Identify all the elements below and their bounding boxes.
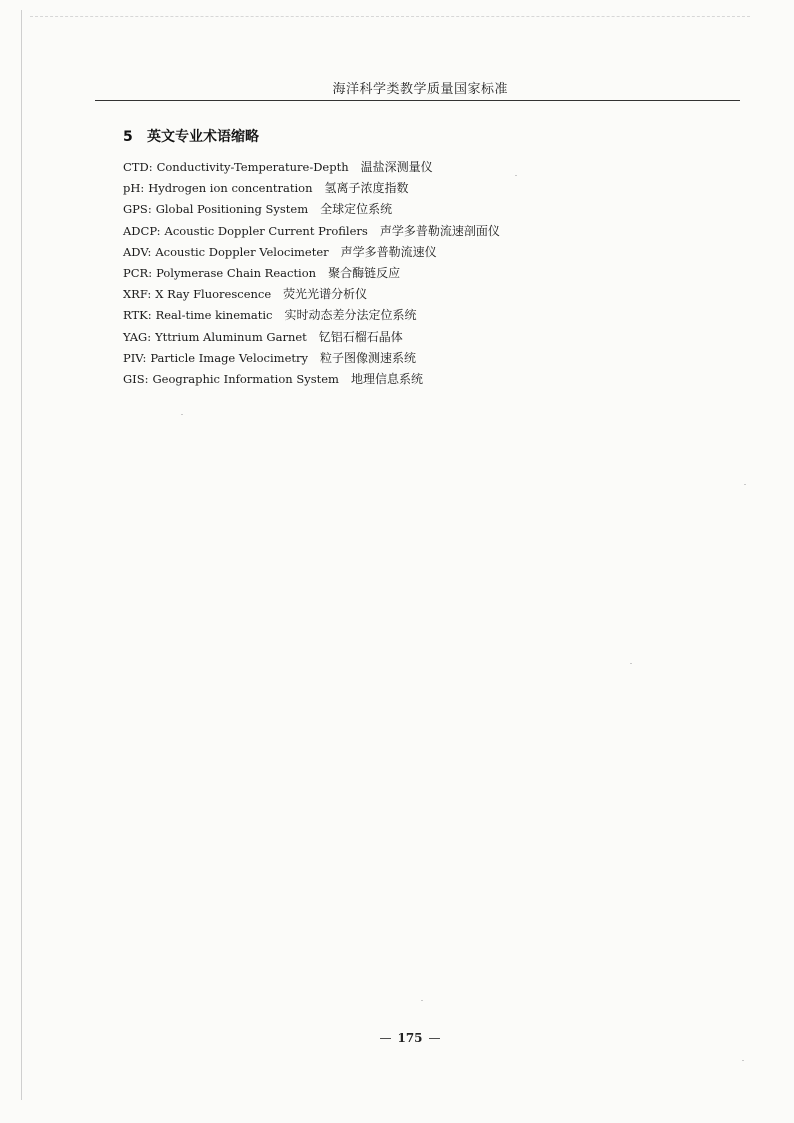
term-abbr: PIV — [123, 350, 143, 365]
term-item — [123, 305, 500, 326]
term-separator: : — [147, 287, 152, 302]
term-item — [123, 199, 500, 220]
term-chinese: 声学多普勒流速仪 — [340, 244, 437, 259]
term-item — [123, 157, 500, 178]
term-item — [123, 221, 500, 242]
term-item — [123, 242, 500, 263]
header-rule — [95, 100, 740, 101]
term-chinese: 粒子图像测速系统 — [320, 350, 417, 365]
term-abbr: ADV — [123, 244, 148, 259]
term-full: X Ray Fluorescence — [155, 287, 272, 302]
term-separator: : — [144, 371, 149, 386]
term-separator: : — [147, 202, 152, 217]
scan-top-marks — [30, 16, 750, 18]
term-full: Acoustic Doppler Current Profilers — [164, 223, 368, 238]
term-abbr: ADCP — [123, 223, 157, 238]
term-abbr: YAG — [123, 329, 148, 344]
term-separator: : — [147, 308, 152, 323]
term-list — [123, 157, 500, 390]
term-item — [123, 284, 500, 305]
term-abbr: CTD — [123, 160, 149, 174]
header-title: 海洋科学类教学质量国家标准 — [332, 82, 508, 97]
scan-speck — [421, 1000, 423, 1001]
term-abbr: PCR — [123, 265, 149, 280]
term-full: Geographic Information System — [152, 371, 339, 386]
term-item — [123, 327, 500, 348]
term-item — [123, 178, 500, 199]
term-chinese: 实时动态差分法定位系统 — [284, 308, 417, 323]
term-chinese: 地理信息系统 — [350, 371, 423, 386]
term-full: Global Positioning System — [155, 202, 309, 217]
term-separator: : — [140, 181, 145, 196]
section-heading — [123, 126, 259, 146]
term-separator: : — [147, 244, 152, 259]
term-full: Acoustic Doppler Velocimeter — [155, 244, 329, 259]
scan-speck — [744, 484, 746, 485]
term-separator: : — [148, 160, 153, 174]
page-number-value: 175 — [397, 1031, 423, 1045]
scan-speck — [515, 175, 517, 176]
page-number-dash-left: — — [379, 1031, 392, 1045]
term-item — [123, 263, 500, 284]
page-number-dash-right: — — [428, 1031, 441, 1045]
term-chinese: 温盐深测量仪 — [360, 160, 433, 174]
term-abbr: XRF — [123, 287, 148, 302]
term-full: Real-time kinematic — [155, 308, 273, 323]
term-full: Hydrogen ion concentration — [148, 181, 313, 196]
term-item — [123, 369, 500, 390]
term-abbr: GIS — [123, 371, 145, 386]
term-full: Polymerase Chain Reaction — [156, 265, 317, 280]
section-title: 英文专业术语缩略 — [147, 129, 259, 145]
term-separator: : — [148, 265, 153, 280]
term-separator: : — [156, 223, 161, 238]
term-chinese: 氢离子浓度指数 — [324, 181, 409, 196]
term-chinese: 声学多普勒流速剖面仪 — [379, 223, 500, 238]
section-number: 5 — [123, 129, 133, 145]
term-chinese: 荧光光谱分析仪 — [283, 287, 368, 302]
scan-speck — [630, 663, 632, 664]
term-chinese: 钇铝石榴石晶体 — [318, 329, 403, 344]
term-full: Particle Image Velocimetry — [150, 350, 308, 365]
scan-edge — [21, 10, 22, 1100]
term-abbr: RTK — [123, 308, 148, 323]
term-chinese: 聚合酶链反应 — [328, 265, 401, 280]
page-number — [0, 1031, 794, 1045]
term-chinese: 全球定位系统 — [320, 202, 393, 217]
scan-speck — [181, 414, 183, 415]
term-separator: : — [147, 329, 152, 344]
term-abbr: GPS — [123, 202, 148, 217]
term-full: Conductivity-Temperature-Depth — [156, 160, 349, 174]
term-separator: : — [142, 350, 147, 365]
term-abbr: pH — [123, 181, 141, 196]
term-full: Yttrium Aluminum Garnet — [155, 329, 307, 344]
running-header — [95, 78, 740, 106]
term-item — [123, 348, 500, 369]
scan-speck — [742, 1060, 744, 1061]
